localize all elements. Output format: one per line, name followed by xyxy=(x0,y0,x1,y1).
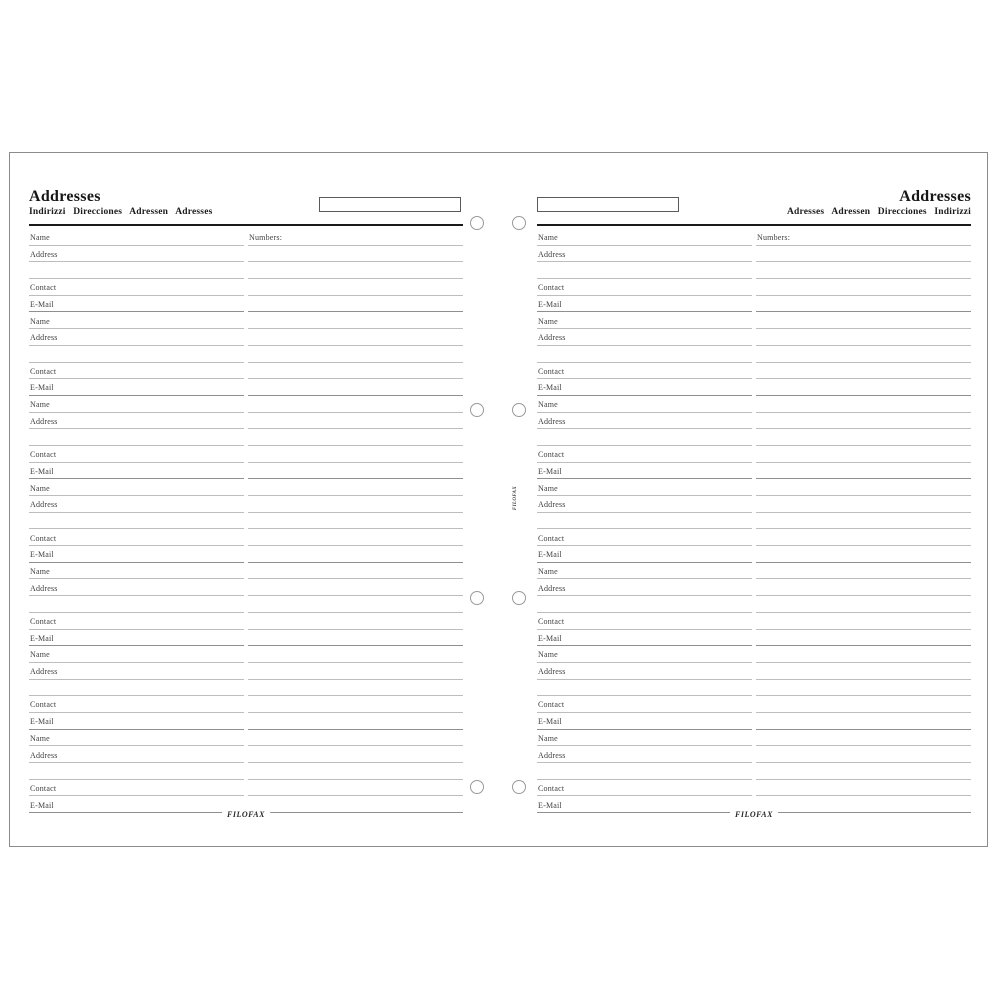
ruled-line xyxy=(248,763,463,780)
field-row-email xyxy=(29,713,244,730)
field-label: Address xyxy=(538,416,566,426)
ruled-line xyxy=(248,596,463,613)
field-row-contact xyxy=(29,696,244,713)
field-label: Address xyxy=(30,249,58,259)
fields-column xyxy=(29,229,244,813)
ruled-line xyxy=(756,796,971,813)
field-row-numbers xyxy=(756,229,971,246)
header-rule xyxy=(29,224,463,226)
field-label: Contact xyxy=(30,450,57,460)
ruled-line xyxy=(537,680,752,697)
ruled-line xyxy=(248,546,463,563)
field-label: Contact xyxy=(30,533,57,543)
ruled-line xyxy=(756,596,971,613)
ruled-line xyxy=(756,479,971,496)
field-label: Contact xyxy=(538,700,565,710)
field-row-email xyxy=(537,713,752,730)
field-label: Contact xyxy=(30,700,57,710)
field-row-address xyxy=(537,329,752,346)
field-label: E-Mail xyxy=(538,800,562,810)
field-row-email xyxy=(29,796,244,813)
field-label: Address xyxy=(538,500,566,510)
field-row-email xyxy=(29,296,244,313)
field-label: Address xyxy=(30,500,58,510)
field-label: Contact xyxy=(538,617,565,626)
field-label: Contact xyxy=(538,283,565,293)
ruled-line xyxy=(756,713,971,730)
field-row-contact xyxy=(537,780,752,797)
ruled-line xyxy=(756,446,971,463)
field-row-contact xyxy=(537,446,752,463)
filofax-logo: filofax xyxy=(730,807,778,821)
ruled-line xyxy=(29,346,244,363)
field-row-contact xyxy=(537,696,752,713)
ruled-line xyxy=(248,429,463,446)
ruled-line xyxy=(756,396,971,413)
ruled-line xyxy=(756,312,971,329)
ruled-line xyxy=(248,296,463,313)
ruled-line xyxy=(756,780,971,797)
numbers-column xyxy=(248,229,463,813)
field-row-contact xyxy=(29,529,244,546)
ruled-line xyxy=(248,613,463,630)
field-label: Address xyxy=(538,667,566,677)
ruled-line xyxy=(248,780,463,797)
index-tab-box xyxy=(537,197,679,212)
ruled-line xyxy=(756,529,971,546)
field-label: Address xyxy=(30,416,58,426)
field-label: Contact xyxy=(30,783,57,793)
ruled-line xyxy=(537,429,752,446)
ruled-line xyxy=(756,296,971,313)
ruled-line xyxy=(29,763,244,780)
ruled-line xyxy=(248,529,463,546)
ruled-line xyxy=(248,329,463,346)
ruled-line xyxy=(756,379,971,396)
field-label: Name xyxy=(538,233,558,243)
field-row-name xyxy=(537,479,752,496)
field-row-address xyxy=(537,413,752,430)
ruled-line xyxy=(248,730,463,747)
field-label: E-Mail xyxy=(30,466,54,476)
field-row-address xyxy=(537,246,752,263)
field-label: E-Mail xyxy=(538,466,562,476)
ruled-line xyxy=(248,312,463,329)
numbers-column xyxy=(756,229,971,813)
field-label: Name xyxy=(538,400,558,410)
field-label: Name xyxy=(538,316,558,326)
field-row-contact xyxy=(537,529,752,546)
field-label: Address xyxy=(30,333,58,343)
ruled-line xyxy=(248,463,463,480)
field-label: Name xyxy=(30,316,50,326)
field-label: Contact xyxy=(30,283,57,293)
ruled-line xyxy=(248,713,463,730)
ruled-line xyxy=(756,696,971,713)
ruled-line xyxy=(756,746,971,763)
ruled-line xyxy=(756,546,971,563)
ruled-line xyxy=(756,763,971,780)
field-row-address xyxy=(29,246,244,263)
field-row-name xyxy=(29,479,244,496)
field-label: E-Mail xyxy=(538,299,562,309)
field-row-name xyxy=(537,563,752,580)
field-row-address xyxy=(29,329,244,346)
field-row-name xyxy=(29,312,244,329)
field-row-email xyxy=(29,630,244,647)
field-label: E-Mail xyxy=(30,633,54,643)
ruled-line xyxy=(29,429,244,446)
field-label: Numbers: xyxy=(249,233,283,243)
punch-hole xyxy=(512,591,526,605)
field-label: Name xyxy=(30,483,50,493)
ruled-line xyxy=(29,680,244,697)
field-label: Name xyxy=(30,650,50,660)
ruled-line xyxy=(537,262,752,279)
ruled-line xyxy=(537,596,752,613)
ruled-line xyxy=(248,746,463,763)
field-row-email xyxy=(537,546,752,563)
punch-hole xyxy=(470,591,484,605)
field-label: Address xyxy=(30,667,58,677)
ruled-line xyxy=(756,413,971,430)
field-row-name xyxy=(537,312,752,329)
ruled-line xyxy=(248,663,463,680)
punch-hole xyxy=(512,780,526,794)
ruled-line xyxy=(29,596,244,613)
page-right xyxy=(537,153,971,848)
ruled-line xyxy=(248,396,463,413)
header-rule xyxy=(537,224,971,226)
field-label: E-Mail xyxy=(538,550,562,560)
ruled-line xyxy=(756,496,971,513)
ruled-line xyxy=(537,513,752,530)
field-row-contact xyxy=(29,363,244,380)
ruled-line xyxy=(248,646,463,663)
index-tab-box xyxy=(319,197,461,212)
ruled-line xyxy=(756,262,971,279)
field-row-name xyxy=(29,646,244,663)
ruled-line xyxy=(248,279,463,296)
field-row-address xyxy=(537,746,752,763)
field-label: E-Mail xyxy=(30,550,54,560)
field-label: E-Mail xyxy=(538,633,562,643)
ruled-line xyxy=(248,379,463,396)
field-row-address xyxy=(29,496,244,513)
field-row-email xyxy=(29,463,244,480)
field-row-name xyxy=(537,396,752,413)
field-label: Name xyxy=(30,400,50,410)
field-row-address xyxy=(537,579,752,596)
field-label: Contact xyxy=(30,617,57,626)
field-label: Contact xyxy=(538,450,565,460)
field-row-name xyxy=(29,730,244,747)
field-row-contact xyxy=(29,446,244,463)
field-row-name xyxy=(537,646,752,663)
punch-hole xyxy=(512,216,526,230)
field-label: Name xyxy=(538,483,558,493)
ruled-line xyxy=(248,262,463,279)
ruled-line xyxy=(537,346,752,363)
field-row-contact xyxy=(537,613,752,630)
ruled-line xyxy=(248,513,463,530)
fields-column xyxy=(537,229,752,813)
ruled-line xyxy=(756,663,971,680)
field-label: Name xyxy=(538,733,558,743)
punch-hole xyxy=(512,403,526,417)
filofax-spine-logo: filofax xyxy=(510,485,518,511)
field-label: E-Mail xyxy=(538,383,562,393)
ruled-line xyxy=(248,696,463,713)
ruled-line xyxy=(756,329,971,346)
field-row-email xyxy=(29,546,244,563)
field-row-email xyxy=(537,379,752,396)
ruled-line xyxy=(248,363,463,380)
field-row-name xyxy=(29,563,244,580)
punch-hole xyxy=(470,403,484,417)
ruled-line xyxy=(756,613,971,630)
field-label: E-Mail xyxy=(538,717,562,727)
field-row-name xyxy=(29,396,244,413)
field-row-email xyxy=(537,796,752,813)
ruled-line xyxy=(756,563,971,580)
field-row-name xyxy=(29,229,244,246)
ruled-line xyxy=(756,429,971,446)
field-row-address xyxy=(29,579,244,596)
field-row-contact xyxy=(29,780,244,797)
field-label: Address xyxy=(538,583,566,593)
ruled-line xyxy=(248,496,463,513)
ruled-line xyxy=(756,363,971,380)
field-row-email xyxy=(29,379,244,396)
field-row-contact xyxy=(29,279,244,296)
field-label: Contact xyxy=(538,366,565,376)
field-row-address xyxy=(29,663,244,680)
ruled-line xyxy=(248,413,463,430)
address-refill-sheet xyxy=(9,152,988,847)
field-label: Address xyxy=(538,333,566,343)
ruled-line xyxy=(248,246,463,263)
field-label: Name xyxy=(538,566,558,576)
ruled-line xyxy=(248,680,463,697)
field-row-name xyxy=(537,229,752,246)
ruled-line xyxy=(248,563,463,580)
page-title: Addresses xyxy=(899,188,971,205)
ruled-line xyxy=(248,479,463,496)
field-row-contact xyxy=(537,279,752,296)
field-row-address xyxy=(537,663,752,680)
field-label: Name xyxy=(30,566,50,576)
field-row-contact xyxy=(537,363,752,380)
page-subtitle-translations: Adresses Adressen Direcciones Indirizzi xyxy=(786,207,971,217)
ruled-line xyxy=(248,346,463,363)
field-row-email xyxy=(537,463,752,480)
filofax-logo: filofax xyxy=(222,807,270,821)
ruled-line xyxy=(537,763,752,780)
ruled-line xyxy=(756,513,971,530)
field-label: Address xyxy=(30,583,58,593)
field-label: E-Mail xyxy=(30,299,54,309)
field-label: Address xyxy=(538,750,566,760)
field-label: E-Mail xyxy=(30,383,54,393)
field-row-address xyxy=(29,413,244,430)
field-label: Address xyxy=(30,750,58,760)
ruled-line xyxy=(756,730,971,747)
ruled-line xyxy=(756,579,971,596)
field-label: Name xyxy=(30,733,50,743)
field-row-email xyxy=(537,296,752,313)
ruled-line xyxy=(756,680,971,697)
field-row-name xyxy=(537,730,752,747)
punch-hole xyxy=(470,216,484,230)
ruled-line xyxy=(756,346,971,363)
field-row-contact xyxy=(29,613,244,630)
field-label: Name xyxy=(538,650,558,660)
field-label: Contact xyxy=(538,533,565,543)
ruled-line xyxy=(29,262,244,279)
page-subtitle-translations: Indirizzi Direcciones Adressen Adresses xyxy=(29,207,213,217)
field-row-address xyxy=(29,746,244,763)
ruled-line xyxy=(29,513,244,530)
ruled-line xyxy=(756,463,971,480)
field-label: Name xyxy=(30,233,50,243)
ruled-line xyxy=(248,796,463,813)
field-label: E-Mail xyxy=(30,800,54,810)
punch-hole xyxy=(470,780,484,794)
field-label: Contact xyxy=(538,783,565,793)
field-row-email xyxy=(537,630,752,647)
field-label: Address xyxy=(538,249,566,259)
page-title: Addresses xyxy=(29,188,101,205)
ruled-line xyxy=(248,579,463,596)
page-left xyxy=(29,153,463,848)
field-row-address xyxy=(537,496,752,513)
ruled-line xyxy=(756,246,971,263)
ruled-line xyxy=(756,646,971,663)
ruled-line xyxy=(248,630,463,647)
field-label: Numbers: xyxy=(757,233,791,243)
field-row-numbers xyxy=(248,229,463,246)
ruled-line xyxy=(756,630,971,647)
ruled-line xyxy=(756,279,971,296)
field-label: E-Mail xyxy=(30,717,54,727)
ruled-line xyxy=(248,446,463,463)
field-label: Contact xyxy=(30,366,57,376)
